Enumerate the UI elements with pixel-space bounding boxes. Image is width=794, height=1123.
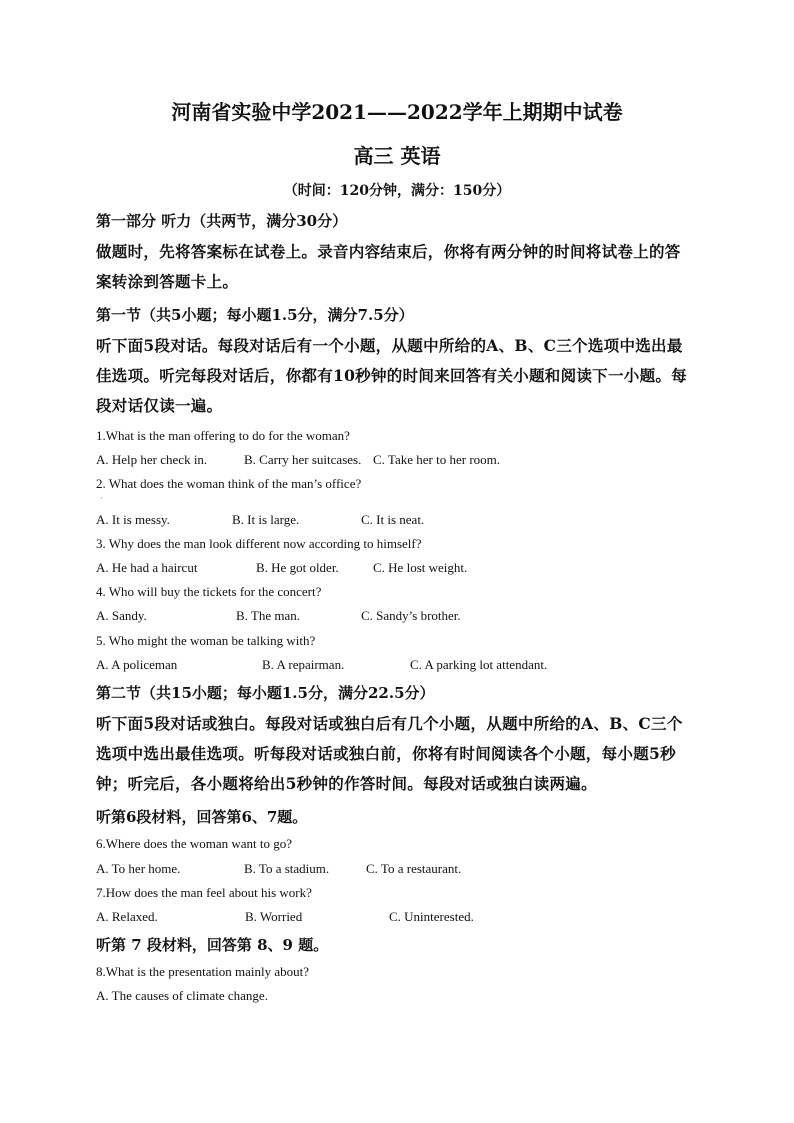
part1-heading: 第一部分 听力（共两节，满分30分） (96, 212, 348, 230)
section1-instruction-line: 听下面5段对话。每段对话后有一个小题，从题中所给的A、B、C三个选项中选出最 (96, 336, 683, 355)
section2-instruction-line: 听下面5段对话或独白。每段对话或独白后有几个小题，从题中所给的A、B、C三个 (96, 714, 683, 733)
question-text: 1.What is the man offering to do for the woman? (96, 428, 350, 443)
part1-instruction-line: 案转涂到答题卡上。 (96, 272, 239, 291)
option-a: A. It is messy. (96, 512, 170, 527)
option-b: B. It is large. (232, 512, 300, 527)
option-b: B. He got older. (256, 560, 339, 575)
stray-dot-mark: · (100, 494, 103, 503)
exam-title: 河南省实验中学2021——2022学年上期期中试卷 (171, 100, 623, 124)
section1-instruction-line: 段对话仅读一遍。 (96, 396, 223, 415)
option-b: B. To a stadium. (244, 861, 330, 876)
question-text: 8.What is the presentation mainly about? (96, 964, 309, 979)
option-b: B. The man. (236, 608, 301, 623)
option-a: A. Sandy. (96, 608, 147, 623)
exam-subtitle: 高三 英语 (353, 144, 441, 168)
section2-instruction-line: 钟；听完后，各小题将给出5秒钟的作答时间。每段对话或独白读两遍。 (96, 774, 597, 793)
material6-heading: 听第6段材料，回答第6、7题。 (96, 808, 308, 826)
option-c: C. It is neat. (361, 512, 425, 527)
section1-heading: 第一节（共5小题；每小题1.5分，满分7.5分） (96, 306, 414, 324)
question-text: 6.Where does the woman want to go? (96, 836, 293, 851)
question-text: 7.How does the man feel about his work? (96, 885, 312, 900)
option-c: C. Uninterested. (389, 909, 474, 924)
option-c: C. To a restaurant. (366, 861, 462, 876)
option-b: B. A repairman. (262, 657, 345, 672)
option-b: B. Carry her suitcases. (244, 452, 362, 467)
option-a: A. To her home. (96, 861, 181, 876)
section2-instruction-line: 选项中选出最佳选项。听每段对话或独白前，你将有时间阅读各个小题，每小题5秒 (96, 744, 676, 763)
material7-heading: 听第 7 段材料，回答第 8、9 题。 (96, 936, 329, 954)
option-c: C. He lost weight. (373, 560, 468, 575)
option-b: B. Worried (245, 909, 303, 924)
option-a: A. He had a haircut (96, 560, 198, 575)
question-text: 4. Who will buy the tickets for the concert? (96, 584, 322, 599)
option-a: A. The causes of climate change. (96, 988, 268, 1003)
part1-instruction-line: 做题时，先将答案标在试卷上。录音内容结束后，你将有两分钟的时间将试卷上的答 (96, 242, 681, 261)
option-c: C. Sandy’s brother. (361, 608, 461, 623)
option-c: C. Take her to her room. (373, 452, 501, 467)
section2-heading: 第二节（共15小题；每小题1.5分，满分22.5分） (96, 684, 435, 702)
section1-instruction-line: 佳选项。听完每段对话后，你都有10秒钟的时间来回答有关小题和阅读下一小题。每 (96, 366, 687, 385)
option-a: A. Relaxed. (96, 909, 158, 924)
option-c: C. A parking lot attendant. (410, 657, 548, 672)
question-text: 3. Why does the man look different now according to himself? (96, 536, 422, 551)
question-text: 5. Who might the woman be talking with? (96, 633, 316, 648)
option-a: A. A policeman (96, 657, 178, 672)
exam-meta: （时间：120分钟，满分：150分） (283, 183, 511, 199)
question-text: 2. What does the woman think of the man’s office? (96, 476, 362, 491)
option-a: A. Help her check in. (96, 452, 208, 467)
